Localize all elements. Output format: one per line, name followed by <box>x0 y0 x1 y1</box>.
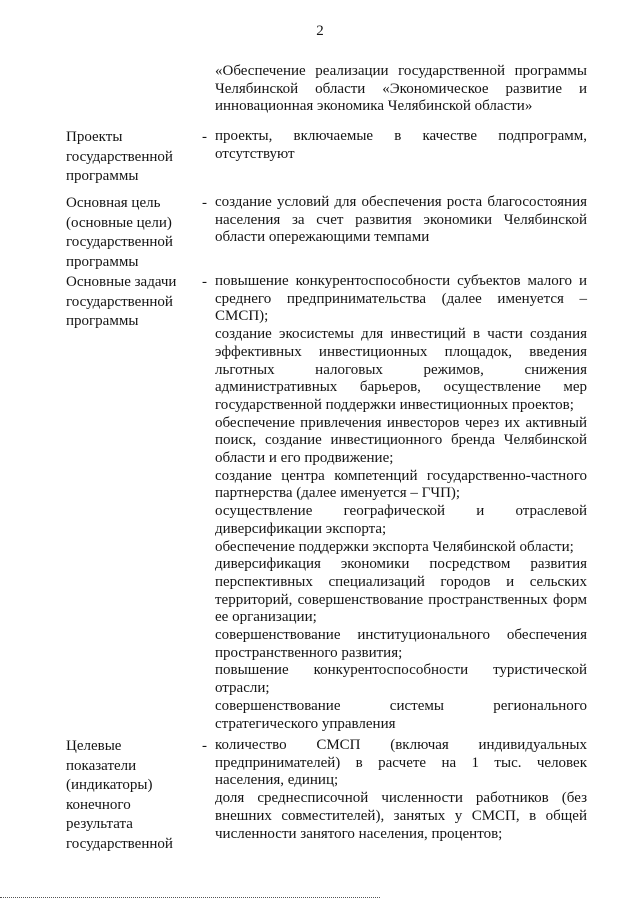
row-label: Проекты государственной программы <box>66 129 173 184</box>
row-label: Целевые показатели (индикаторы) конечного результата государственной <box>66 738 173 852</box>
row-dash: - <box>202 129 207 145</box>
row-paragraph: создание условий для обеспечения роста благосостояния населения за счет развития экономики Челябинской области опережающими темпами <box>215 194 587 246</box>
row-paragraph: количество СМСП (включая индивидуальных предпринимателей) в расчете на 1 тыс. человек населения, единиц; <box>215 737 587 789</box>
row-content <box>215 273 587 733</box>
row-paragraph: совершенствование системы регионального стратегического управления <box>215 697 587 732</box>
row-label: Основная цель (основные цели) государственной программы <box>66 195 173 270</box>
row-dash: - <box>202 738 207 754</box>
row-dash: - <box>202 274 207 290</box>
passport-row-main-goal <box>66 194 588 270</box>
row-paragraph: диверсификация экономики посредством развития перспективных специализаций городов и сельских территорий, совершенствование пространственных форм ее организации; <box>215 556 587 626</box>
row-paragraph: обеспечение привлечения инвесторов через их активный поиск, создание инвестиционного бренда Челябинской области и его продвижение; <box>215 414 587 467</box>
footer-divider <box>0 897 380 898</box>
passport-row-projects <box>66 128 588 184</box>
passport-row-main-tasks <box>66 273 588 732</box>
row-paragraph: совершенствование институционального обеспечения пространственного развития; <box>215 627 587 661</box>
row-content <box>215 128 587 163</box>
page-number: 2 <box>316 23 324 39</box>
row-label: Основные задачи государственной программы <box>66 274 177 329</box>
row-paragraph: создание центра компетенций государственно-частного партнерства (далее именуется – ГЧП); <box>215 467 587 502</box>
row-paragraph: обеспечение поддержки экспорта Челябинской области; <box>215 538 574 555</box>
row-paragraph: создание экосистемы для инвестиций в части создания эффективных инвестиционных площадок, введения льготных налоговых режимов, снижения административных барьеров, осуществление мер государственной поддержки инвестиционных проектов; <box>215 326 587 413</box>
row-paragraph: осуществление географической и отраслевой диверсификации экспорта; <box>215 503 587 537</box>
row-paragraph: повышение конкурентоспособности субъектов малого и среднего предпринимательства (далее именуется – СМСП); <box>215 273 587 325</box>
passport-row-target-indicators <box>66 737 588 862</box>
row-dash: - <box>202 195 207 211</box>
row-paragraph: повышение конкурентоспособности туристической отрасли; <box>215 662 587 697</box>
program-title-continuation: «Обеспечение реализации государственной программы Челябинской области «Экономическое развитие и инновационная экономика Челябинской области» <box>215 63 587 115</box>
row-paragraph: проекты, включаемые в качестве подпрограмм, отсутствуют <box>215 128 587 162</box>
row-content <box>215 737 587 843</box>
row-content <box>215 194 587 247</box>
row-paragraph: доля среднесписочной численности работников (без внешних совместителей), занятых у СМСП, в общей численности занятого населения, процентов; <box>215 790 587 842</box>
